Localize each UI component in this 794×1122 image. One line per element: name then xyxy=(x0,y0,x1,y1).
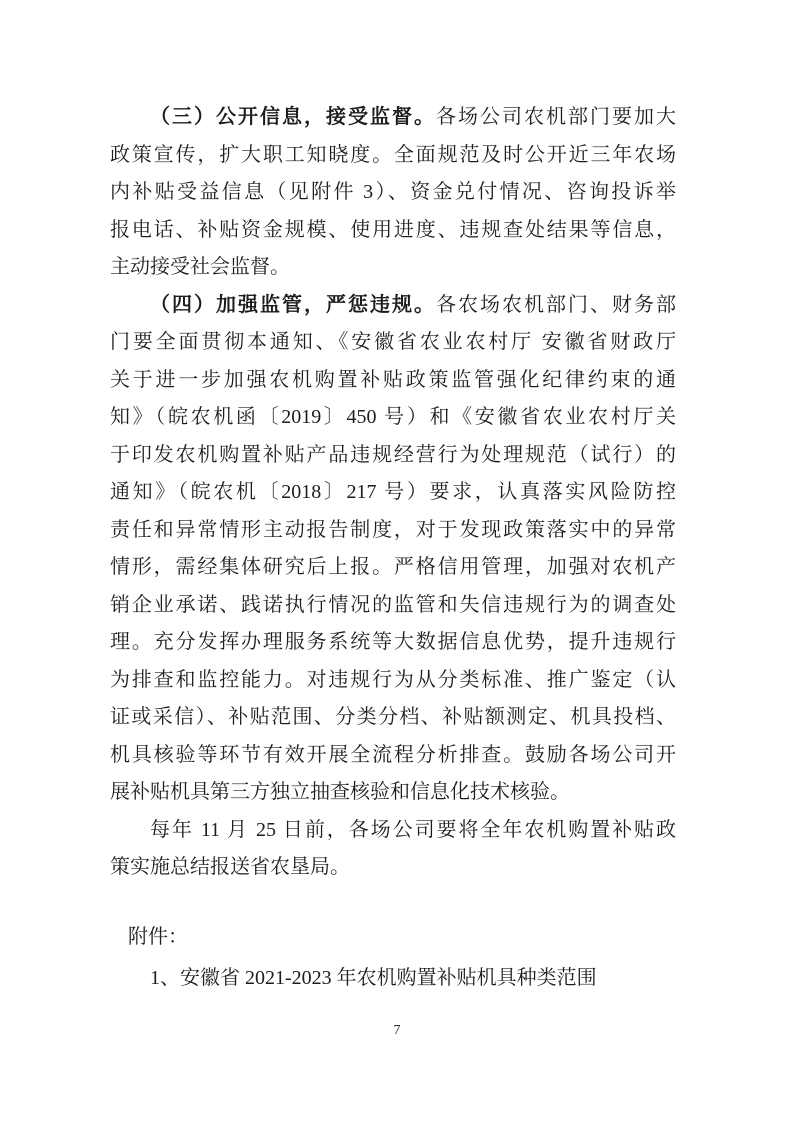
document-body xyxy=(110,99,676,998)
paragraph-section-3 xyxy=(110,99,676,287)
text-line: 门要全面贯彻本通知、《安徽省农业农村厅 安徽省财政厅 xyxy=(110,331,676,353)
text-line: 内补贴受益信息（见附件 3）、资金兑付情况、咨询投诉举 xyxy=(110,181,676,203)
text-line: 主动接受社会监督。 xyxy=(110,256,290,278)
section-heading-3: （三）公开信息，接受监督。 xyxy=(150,106,436,128)
page-number: 7 xyxy=(393,1023,401,1038)
text-line: 政策宣传，扩大职工知晓度。全面规范及时公开近三年农场 xyxy=(110,143,676,166)
attachments-heading: 附件： xyxy=(128,925,188,948)
text-line: 为排查和监控能力。对违规行为从分类标准、推广鉴定（认 xyxy=(110,668,676,691)
text-run: 各场公司农机部门要加大 xyxy=(436,106,676,128)
text-line: 知》（皖农机函〔2019〕450 号）和《安徽省农业农村厅关 xyxy=(110,406,676,428)
attachments-section xyxy=(110,919,676,998)
text-line: 每年 11 月 25 日前，各场公司要将全年农机购置补贴政 xyxy=(150,818,676,841)
text-line: 理。充分发挥办理服务系统等大数据信息优势，提升违规行 xyxy=(110,631,676,653)
text-line xyxy=(110,99,676,137)
text-line: 展补贴机具第三方独立抽查核验和信息化技术核验。 xyxy=(110,781,570,803)
text-line: 策实施总结报送省农垦局。 xyxy=(110,856,350,878)
text-line: 情形，需经集体研究后上报。严格信用管理，加强对农机产 xyxy=(110,556,676,578)
text-line: 于印发农机购置补贴产品违规经营行为处理规范（试行）的 xyxy=(110,443,676,466)
attachment-item-1: 1、安徽省 2021-2023 年农机购置补贴机具种类范围 xyxy=(150,967,597,989)
paragraph-section-4 xyxy=(110,287,676,812)
text-line xyxy=(110,287,676,325)
text-line: 证或采信）、补贴范围、分类分档、补贴额测定、机具投档、 xyxy=(110,706,676,728)
text-line: 通知》（皖农机〔2018〕217 号）要求，认真落实风险防控 xyxy=(110,481,676,503)
text-line: 销企业承诺、践诺执行情况的监管和失信违规行为的调查处 xyxy=(110,593,676,616)
text-line: 责任和异常情形主动报告制度，对于发现政策落实中的异常 xyxy=(110,518,676,541)
text-line: 关于进一步加强农机购置补贴政策监管强化纪律约束的通 xyxy=(110,368,676,391)
text-run: 各农场农机部门、财务部 xyxy=(436,293,676,316)
paragraph-annual-report xyxy=(110,812,676,887)
text-line: 机具核验等环节有效开展全流程分析排查。鼓励各场公司开 xyxy=(110,743,676,766)
section-heading-4: （四）加强监管，严惩违规。 xyxy=(150,293,436,316)
text-line: 报电话、补贴资金规模、使用进度、违规查处结果等信息， xyxy=(110,218,676,241)
